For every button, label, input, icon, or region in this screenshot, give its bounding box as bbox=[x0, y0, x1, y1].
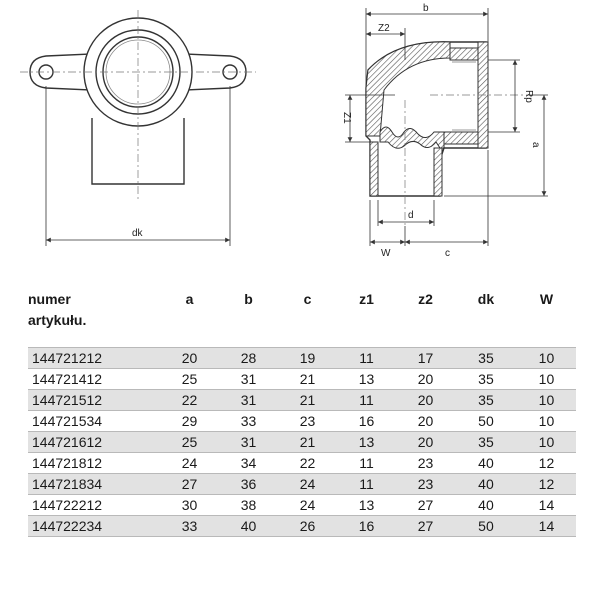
cell-article: 144721512 bbox=[28, 390, 160, 411]
cell-w: 12 bbox=[517, 474, 576, 495]
cell-b: 33 bbox=[219, 411, 278, 432]
table-row bbox=[28, 453, 576, 474]
cell-b: 28 bbox=[219, 348, 278, 369]
rp-label: Rp bbox=[523, 90, 534, 103]
cell-z1: 11 bbox=[337, 390, 396, 411]
cell-w: 10 bbox=[517, 411, 576, 432]
c-label: c bbox=[445, 248, 450, 259]
cell-a: 20 bbox=[160, 348, 219, 369]
cell-c: 21 bbox=[278, 432, 337, 453]
cell-w: 14 bbox=[517, 495, 576, 516]
cell-z1: 11 bbox=[337, 453, 396, 474]
cell-z1: 13 bbox=[337, 369, 396, 390]
cell-z2: 27 bbox=[396, 495, 455, 516]
cell-dk: 35 bbox=[455, 348, 517, 369]
cell-w: 10 bbox=[517, 369, 576, 390]
cell-c: 19 bbox=[278, 348, 337, 369]
cell-dk: 40 bbox=[455, 495, 517, 516]
cell-dk: 50 bbox=[455, 411, 517, 432]
cell-article: 144721534 bbox=[28, 411, 160, 432]
cell-w: 14 bbox=[517, 516, 576, 537]
cell-z2: 20 bbox=[396, 411, 455, 432]
table-row bbox=[28, 348, 576, 369]
cell-c: 22 bbox=[278, 453, 337, 474]
z1-label: Z1 bbox=[341, 112, 352, 124]
header-w: W bbox=[539, 291, 554, 307]
cell-a: 29 bbox=[160, 411, 219, 432]
cell-z1: 13 bbox=[337, 432, 396, 453]
cell-c: 23 bbox=[278, 411, 337, 432]
cell-c: 21 bbox=[278, 369, 337, 390]
inlet-wall-right bbox=[434, 148, 442, 196]
header-article-number bbox=[28, 287, 160, 348]
cell-b: 31 bbox=[219, 369, 278, 390]
header-z1: z1 bbox=[359, 291, 374, 307]
header-z2: z2 bbox=[418, 291, 433, 307]
cell-w: 10 bbox=[517, 432, 576, 453]
w-label: W bbox=[381, 248, 391, 259]
cell-b: 34 bbox=[219, 453, 278, 474]
table-row bbox=[28, 411, 576, 432]
header-line: numer bbox=[28, 291, 71, 307]
a-label: a bbox=[530, 142, 541, 148]
cell-z1: 16 bbox=[337, 516, 396, 537]
table-row bbox=[28, 495, 576, 516]
z2-label: Z2 bbox=[378, 23, 390, 34]
technical-drawing bbox=[0, 0, 600, 272]
cell-z2: 17 bbox=[396, 348, 455, 369]
cell-dk: 35 bbox=[455, 390, 517, 411]
header-dk: dk bbox=[477, 291, 495, 307]
d-label: d bbox=[408, 210, 414, 221]
cell-dk: 50 bbox=[455, 516, 517, 537]
cell-article: 144721834 bbox=[28, 474, 160, 495]
cell-dk: 40 bbox=[455, 453, 517, 474]
cell-article: 144721612 bbox=[28, 432, 160, 453]
cell-c: 24 bbox=[278, 495, 337, 516]
inlet-wall-left bbox=[370, 142, 378, 196]
cell-b: 31 bbox=[219, 432, 278, 453]
cell-a: 30 bbox=[160, 495, 219, 516]
cell-dk: 35 bbox=[455, 369, 517, 390]
cell-z1: 16 bbox=[337, 411, 396, 432]
cell-w: 10 bbox=[517, 348, 576, 369]
cell-article: 144721412 bbox=[28, 369, 160, 390]
table-row bbox=[28, 474, 576, 495]
cell-dk: 35 bbox=[455, 432, 517, 453]
cell-a: 24 bbox=[160, 453, 219, 474]
cell-z2: 20 bbox=[396, 432, 455, 453]
dimension-table bbox=[28, 287, 576, 537]
table-header-row bbox=[28, 287, 576, 348]
cell-z2: 23 bbox=[396, 474, 455, 495]
cell-b: 38 bbox=[219, 495, 278, 516]
cell-b: 31 bbox=[219, 390, 278, 411]
table-row bbox=[28, 369, 576, 390]
cell-article: 144721812 bbox=[28, 453, 160, 474]
cell-b: 40 bbox=[219, 516, 278, 537]
table-row bbox=[28, 432, 576, 453]
cell-w: 10 bbox=[517, 390, 576, 411]
cell-b: 36 bbox=[219, 474, 278, 495]
cell-z1: 13 bbox=[337, 495, 396, 516]
cell-z2: 20 bbox=[396, 369, 455, 390]
dk-label: dk bbox=[132, 228, 143, 239]
header-a: a bbox=[185, 291, 194, 307]
cell-z2: 20 bbox=[396, 390, 455, 411]
cell-article: 144721212 bbox=[28, 348, 160, 369]
cell-article: 144722212 bbox=[28, 495, 160, 516]
cell-c: 21 bbox=[278, 390, 337, 411]
cell-z1: 11 bbox=[337, 474, 396, 495]
b-label: b bbox=[423, 3, 429, 14]
cell-a: 22 bbox=[160, 390, 219, 411]
cell-article: 144722234 bbox=[28, 516, 160, 537]
cell-c: 26 bbox=[278, 516, 337, 537]
cell-w: 12 bbox=[517, 453, 576, 474]
cell-a: 27 bbox=[160, 474, 219, 495]
cell-z1: 11 bbox=[337, 348, 396, 369]
cell-a: 33 bbox=[160, 516, 219, 537]
header-line: artykułu. bbox=[28, 312, 87, 328]
section-view bbox=[366, 42, 488, 196]
table-row bbox=[28, 516, 576, 537]
header-c: c bbox=[303, 291, 312, 307]
cell-c: 24 bbox=[278, 474, 337, 495]
cell-a: 25 bbox=[160, 369, 219, 390]
cell-a: 25 bbox=[160, 432, 219, 453]
header-b: b bbox=[244, 291, 253, 307]
cell-z2: 27 bbox=[396, 516, 455, 537]
table-row bbox=[28, 390, 576, 411]
cell-z2: 23 bbox=[396, 453, 455, 474]
cell-dk: 40 bbox=[455, 474, 517, 495]
